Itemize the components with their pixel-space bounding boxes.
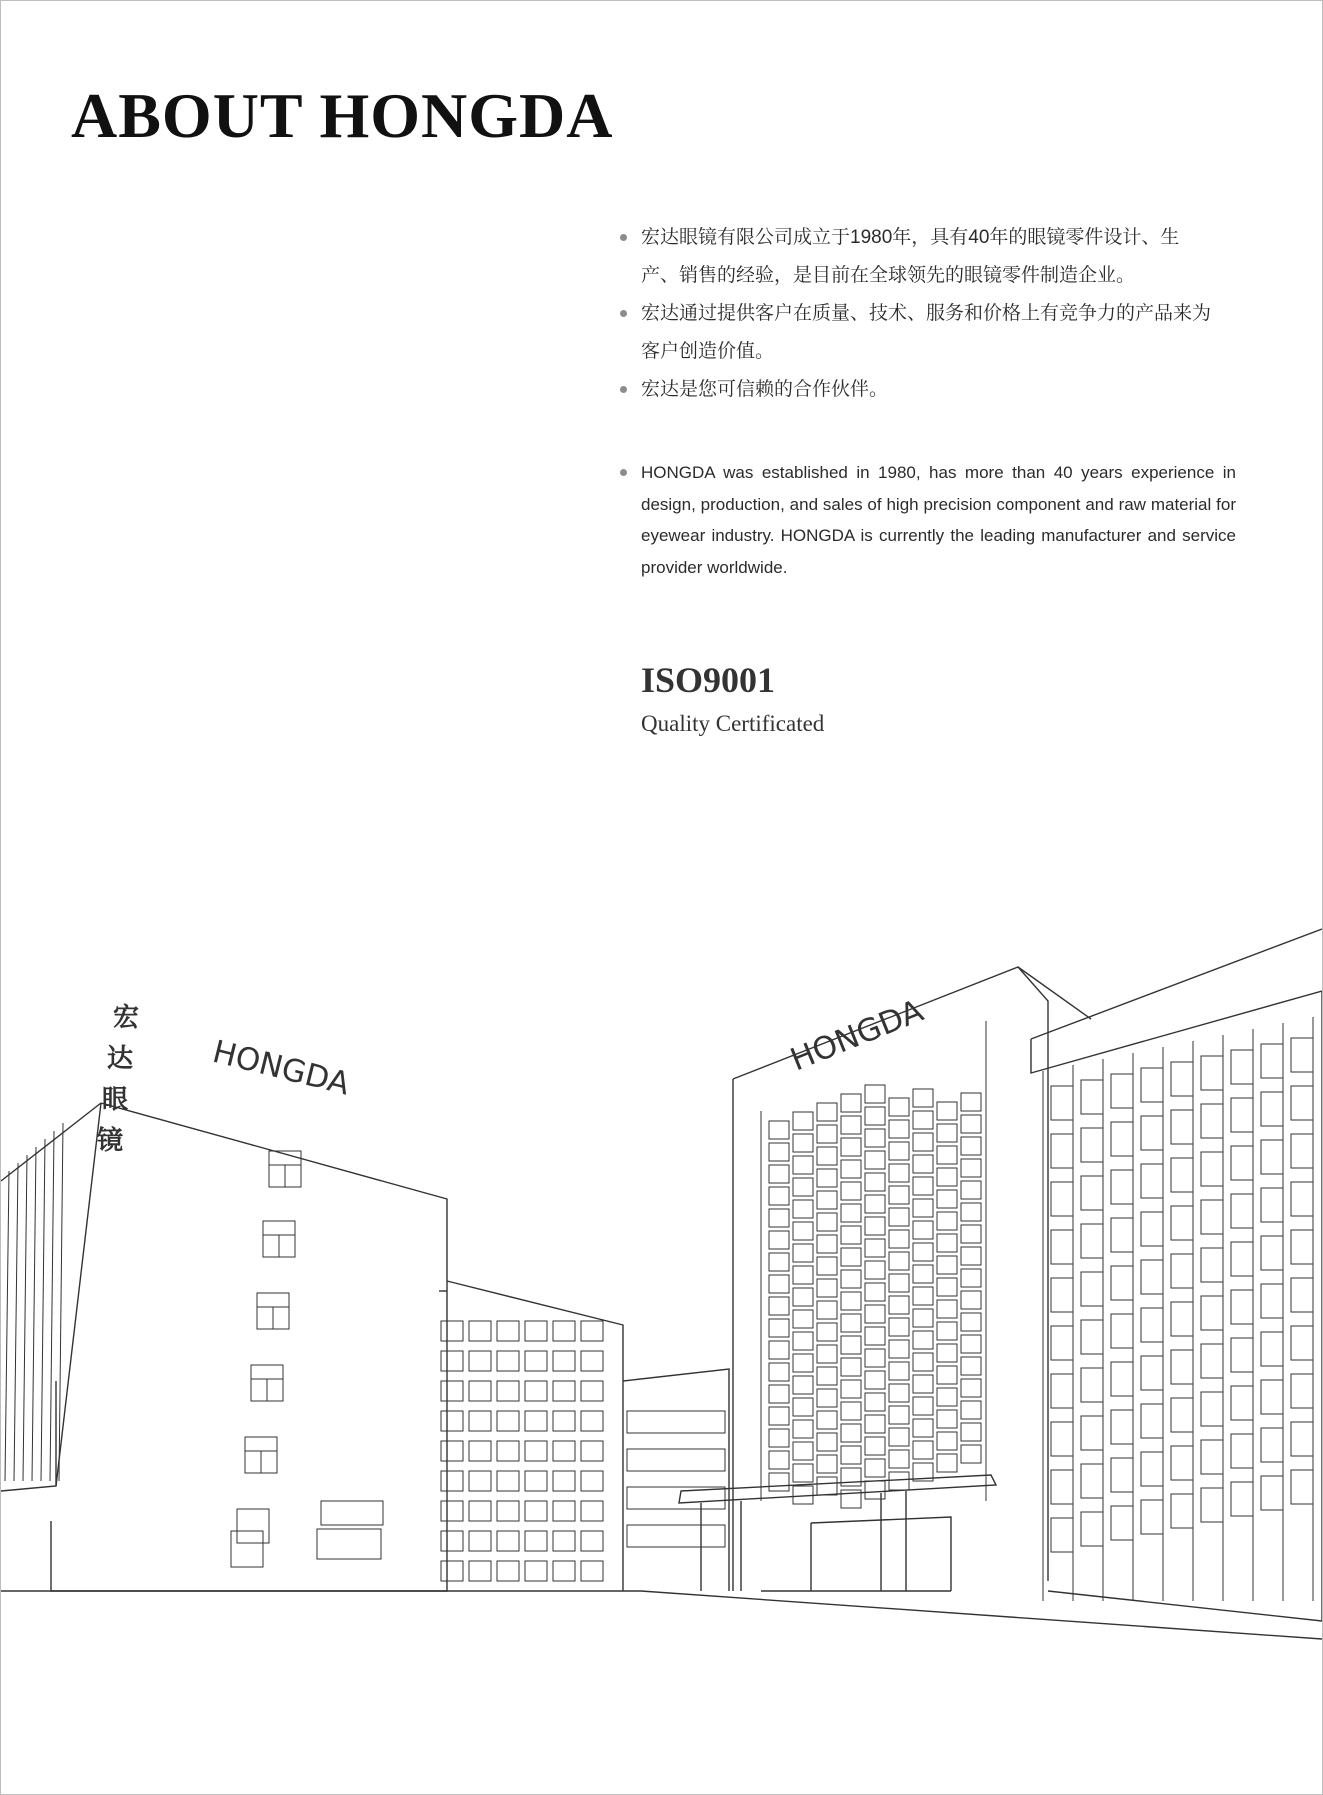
factory-buildings-illustration: [1, 901, 1322, 1661]
bullet-dot-icon: [620, 469, 627, 476]
page-title: ABOUT HONGDA: [71, 80, 614, 151]
english-paragraph: [620, 457, 1236, 583]
vertical-sign-char-4: 镜: [97, 1126, 124, 1156]
bullet-dot-icon: [620, 310, 627, 317]
bullet-dot-icon: [620, 386, 627, 393]
vertical-sign-char-3: 眼: [102, 1085, 129, 1115]
vertical-sign-char-2: 达: [107, 1044, 134, 1074]
cn-bullet-3: [620, 371, 1215, 409]
cn-bullet-text: 宏达是您可信赖的合作伙伴。: [641, 379, 889, 400]
cn-bullet-1: [620, 219, 1215, 295]
english-paragraph-text: HONGDA was established in 1980, has more than 40 years experience in design, production, and sales of high precision component and raw material for eyewear industry. HONGDA is currently the leading manufacturer and service provider worldwide.: [641, 463, 1236, 577]
iso-subtitle: Quality Certificated: [641, 711, 825, 736]
cn-bullet-2: [620, 295, 1215, 371]
vertical-sign-char-1: 宏: [113, 1003, 140, 1033]
left-building-sign: HONGDA: [209, 1033, 354, 1103]
cn-bullet-text: 宏达通过提供客户在质量、技术、服务和价格上有竞争力的产品来为客户创造价值。: [641, 303, 1212, 362]
factory-line-drawing: [1, 901, 1322, 1661]
cn-bullet-text: 宏达眼镜有限公司成立于1980年，具有40年的眼镜零件设计、生产、销售的经验，是目前在全球领先的眼镜零件制造企业。: [641, 227, 1180, 286]
iso-title: ISO9001: [641, 660, 776, 700]
tower-sign: HONGDA: [785, 992, 929, 1079]
chinese-bullet-list: [620, 219, 1215, 409]
bullet-dot-icon: [620, 234, 627, 241]
